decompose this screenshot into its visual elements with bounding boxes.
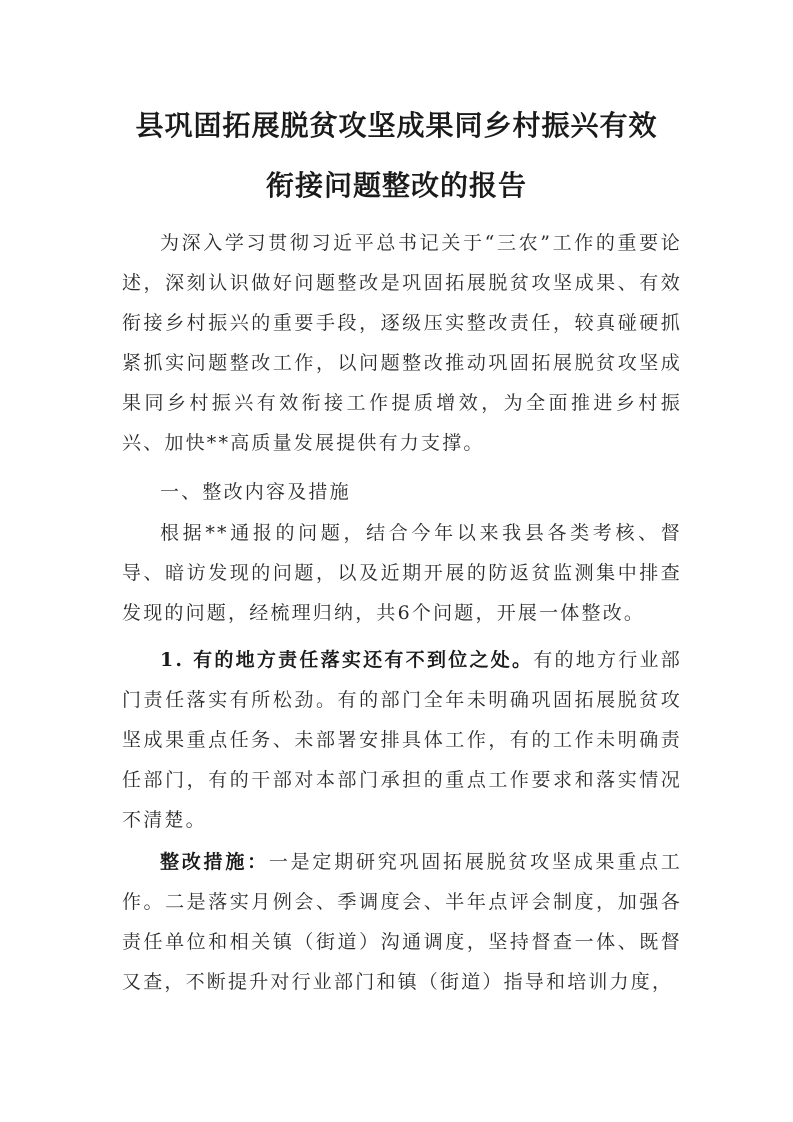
section-heading: 一、整改内容及措施 <box>160 481 351 503</box>
intro-paragraph: 为深入学习贯彻习近平总书记关于“三农”工作的重要论述，深刻认识做好问题整改是巩固拓展脱贫攻坚成果、有效衔接乡村振兴的重要手段，逐级压实整改责任，较真碰硬抓紧抓实问题整改工作，以问题整改推动巩固拓展脱贫攻坚成果同乡村振兴有效衔接工作提质增效，为全面推进乡村振兴、加快**高质量发展提供有力支撑。 <box>122 232 682 454</box>
measures-paragraph <box>122 842 682 1002</box>
measures-text: 一是定期研究巩固拓展脱贫攻坚成果重点工作。二是落实月例会、季调度会、半年点评会制度，加强各责任单位和相关镇（街道）沟通调度，坚持督查一体、既督又查，不断提升对行业部门和镇（街道）指导和培训力度， <box>122 851 682 993</box>
measures-lead: 整改措施： <box>160 851 269 873</box>
item-1-lead: 1. 有的地方责任落实还有不到位之处。 <box>160 649 534 671</box>
document-title-line-2: 衔接问题整改的报告 <box>265 169 527 202</box>
item-1-paragraph <box>122 640 682 840</box>
document-title-line-1: 县巩固拓展脱贫攻坚成果同乡村振兴有效 <box>135 109 658 142</box>
section-intro-paragraph: 根据**通报的问题，结合今年以来我县各类考核、督导、暗访发现的问题，以及近期开展的防返贫监测集中排查发现的问题，经梳理归纳，共6个问题，开展一体整改。 <box>122 522 682 624</box>
item-1-text: 有的地方行业部门责任落实有所松劲。有的部门全年未明确巩固拓展脱贫攻坚成果重点任务、未部署安排具体工作，有的工作未明确责任部门，有的干部对本部门承担的重点工作要求和落实情况不清楚。 <box>122 649 682 831</box>
